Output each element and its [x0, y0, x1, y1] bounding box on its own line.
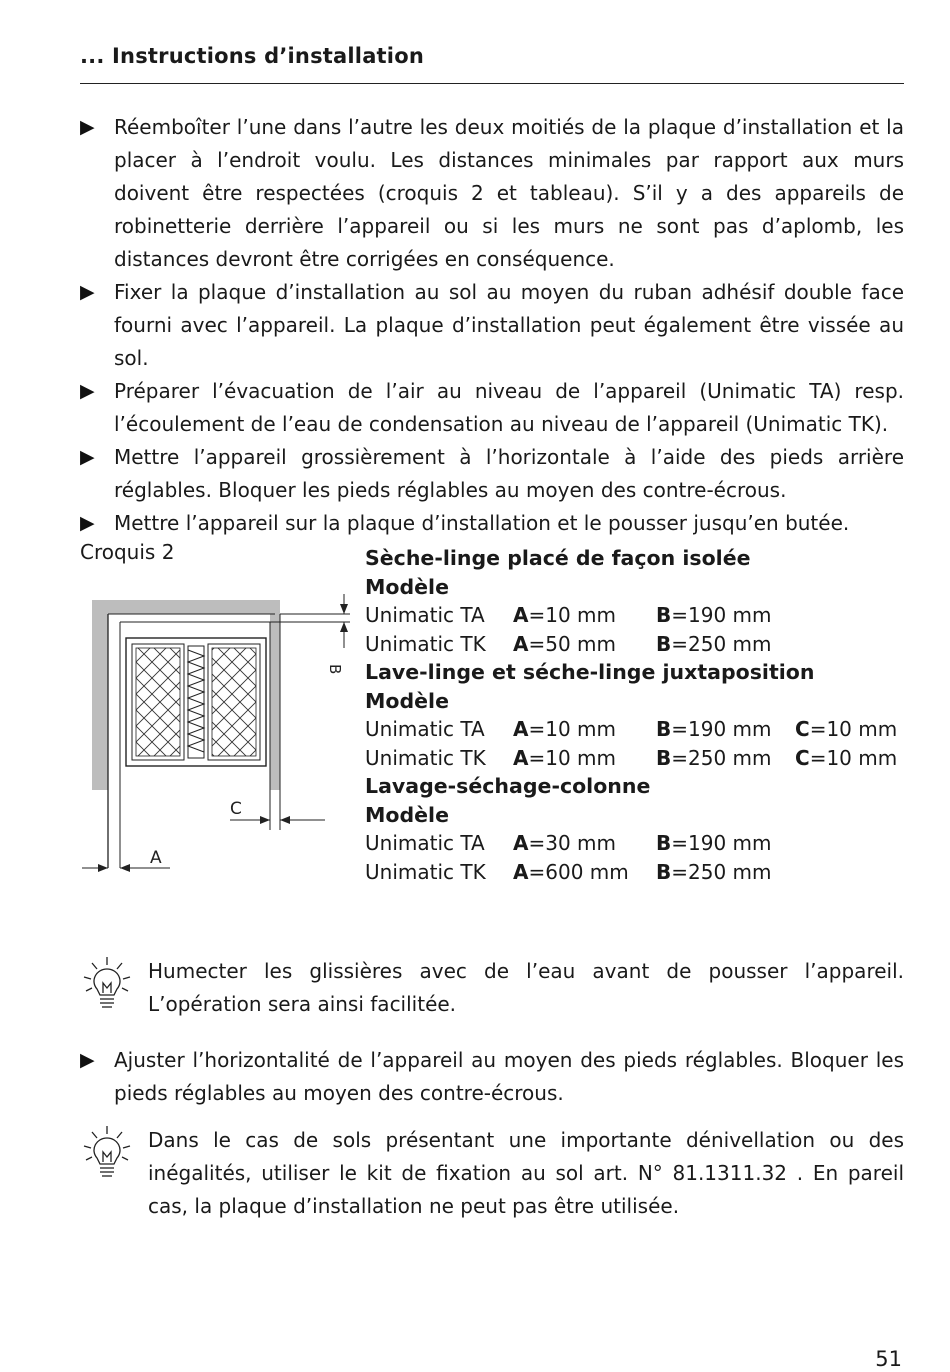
- arrow-bullet-icon: ▶: [80, 116, 95, 138]
- dim-key: B: [656, 631, 672, 656]
- table-row: [365, 601, 925, 630]
- dimension-label-a: A: [150, 848, 162, 868]
- dim-key: A: [513, 717, 529, 741]
- dim-value: =190 mm: [671, 603, 772, 627]
- table-row: [365, 715, 925, 744]
- model-name: Unimatic TK: [365, 631, 486, 656]
- tip-note: [80, 955, 904, 1025]
- instruction-text: Mettre l’appareil sur la plaque d’installation et le pousser jusqu’en butée.: [114, 511, 850, 535]
- dim-value: =250 mm: [671, 631, 772, 656]
- table-row: [365, 744, 925, 773]
- dim-value: =10 mm: [528, 603, 617, 627]
- instruction-list: [80, 111, 904, 540]
- dim-value: =10 mm: [528, 745, 617, 770]
- dim-key: B: [656, 831, 672, 855]
- model-name: Unimatic TA: [365, 717, 485, 741]
- dim-key: B: [656, 717, 672, 741]
- lightbulb-icon: [80, 955, 148, 1025]
- dim-value: =10 mm: [809, 745, 898, 770]
- arrow-bullet-icon: ▶: [80, 446, 95, 468]
- dim-value: =10 mm: [809, 717, 898, 741]
- instruction-text: Mettre l’appareil grossièrement à l’horizontale à l’aide des pieds arrière réglables. Bloquer les pieds réglables au moyen des contre-écrous.: [114, 445, 904, 502]
- dim-value: =250 mm: [671, 859, 772, 884]
- installation-diagram: [80, 590, 344, 890]
- figure-caption: Croquis 2: [80, 540, 175, 564]
- dim-value: =50 mm: [528, 631, 617, 656]
- dim-key: A: [513, 831, 529, 855]
- instruction-item: [80, 441, 904, 507]
- dim-value: =10 mm: [528, 717, 617, 741]
- dim-key: A: [513, 603, 529, 627]
- model-name: Unimatic TK: [365, 745, 486, 770]
- dimension-label-c: C: [230, 799, 242, 819]
- dim-value: =30 mm: [528, 831, 617, 855]
- tip-text: Humecter les glissières avec de l’eau avant de pousser l’appareil. L’opération sera ainsi facilitée.: [148, 959, 904, 1016]
- header-rule: [80, 83, 904, 84]
- lightbulb-icon: [80, 1124, 148, 1223]
- arrow-bullet-icon: ▶: [80, 380, 95, 402]
- section-title: Lave-linge et séche-linge juxtaposition: [365, 660, 815, 684]
- section-subtitle: Modèle: [365, 574, 449, 599]
- dim-key: A: [513, 859, 529, 884]
- dimension-label-b: B: [326, 664, 344, 675]
- tip-note: [80, 1124, 904, 1223]
- dim-key: C: [795, 745, 810, 770]
- dim-key: A: [513, 745, 529, 770]
- arrow-bullet-icon: ▶: [80, 281, 95, 303]
- section-title: Sèche-linge placé de façon isolée: [365, 546, 751, 570]
- dim-value: =250 mm: [671, 745, 772, 770]
- dim-value: =190 mm: [671, 717, 772, 741]
- instruction-text: Réemboîter l’une dans l’autre les deux moitiés de la plaque d’installation et la placer à l’endroit voulu. Les distances minimales par rapport aux murs doivent être respectées (croquis 2 et tableau). S’il y a des appareils de robinetterie derrière l’appareil ou si les murs ne sont pas d’aplomb, les distances devront être corrigées en conséquence.: [114, 115, 904, 271]
- page-header-title: ... Instructions d’installation: [80, 44, 424, 68]
- table-row: [365, 858, 925, 887]
- tip-text: Dans le cas de sols présentant une importante dénivellation ou des inégalités, utiliser le kit de fixation au sol art. N° 81.1311.32 . En pareil cas, la plaque d’installation ne peut pas être utilisée.: [148, 1128, 904, 1218]
- distance-table: [365, 544, 925, 886]
- section-subtitle: Modèle: [365, 802, 449, 827]
- dim-value: =600 mm: [528, 859, 629, 884]
- table-row: [365, 630, 925, 659]
- model-name: Unimatic TA: [365, 603, 485, 627]
- section-title: Lavage-séchage-colonne: [365, 774, 651, 798]
- instruction-text: Ajuster l’horizontalité de l’appareil au moyen des pieds réglables. Bloquer les pieds réglables au moyen des contre-écrous.: [114, 1048, 904, 1105]
- table-row: [365, 829, 925, 858]
- instruction-text: Fixer la plaque d’installation au sol au moyen du ruban adhésif double face fourni avec l’appareil. La plaque d’installation peut également être vissée au sol.: [114, 280, 904, 370]
- arrow-bullet-icon: ▶: [80, 512, 95, 534]
- model-name: Unimatic TK: [365, 859, 486, 884]
- dim-key: A: [513, 631, 529, 656]
- instruction-item: [80, 507, 904, 540]
- arrow-bullet-icon: ▶: [80, 1049, 95, 1071]
- dim-key: B: [656, 745, 672, 770]
- instruction-item: [80, 1044, 904, 1110]
- instruction-text: Préparer l’évacuation de l’air au niveau de l’appareil (Unimatic TA) resp. l’écoulement de l’eau de condensation au niveau de l’appareil (Unimatic TK).: [114, 379, 904, 436]
- model-name: Unimatic TA: [365, 831, 485, 855]
- instruction-item: [80, 276, 904, 375]
- page-number: 51: [875, 1347, 902, 1371]
- instruction-item: [80, 375, 904, 441]
- section-subtitle: Modèle: [365, 688, 449, 713]
- dim-key: C: [795, 717, 810, 741]
- dim-value: =190 mm: [671, 831, 772, 855]
- dim-key: B: [656, 859, 672, 884]
- dim-key: B: [656, 603, 672, 627]
- instruction-item: [80, 111, 904, 276]
